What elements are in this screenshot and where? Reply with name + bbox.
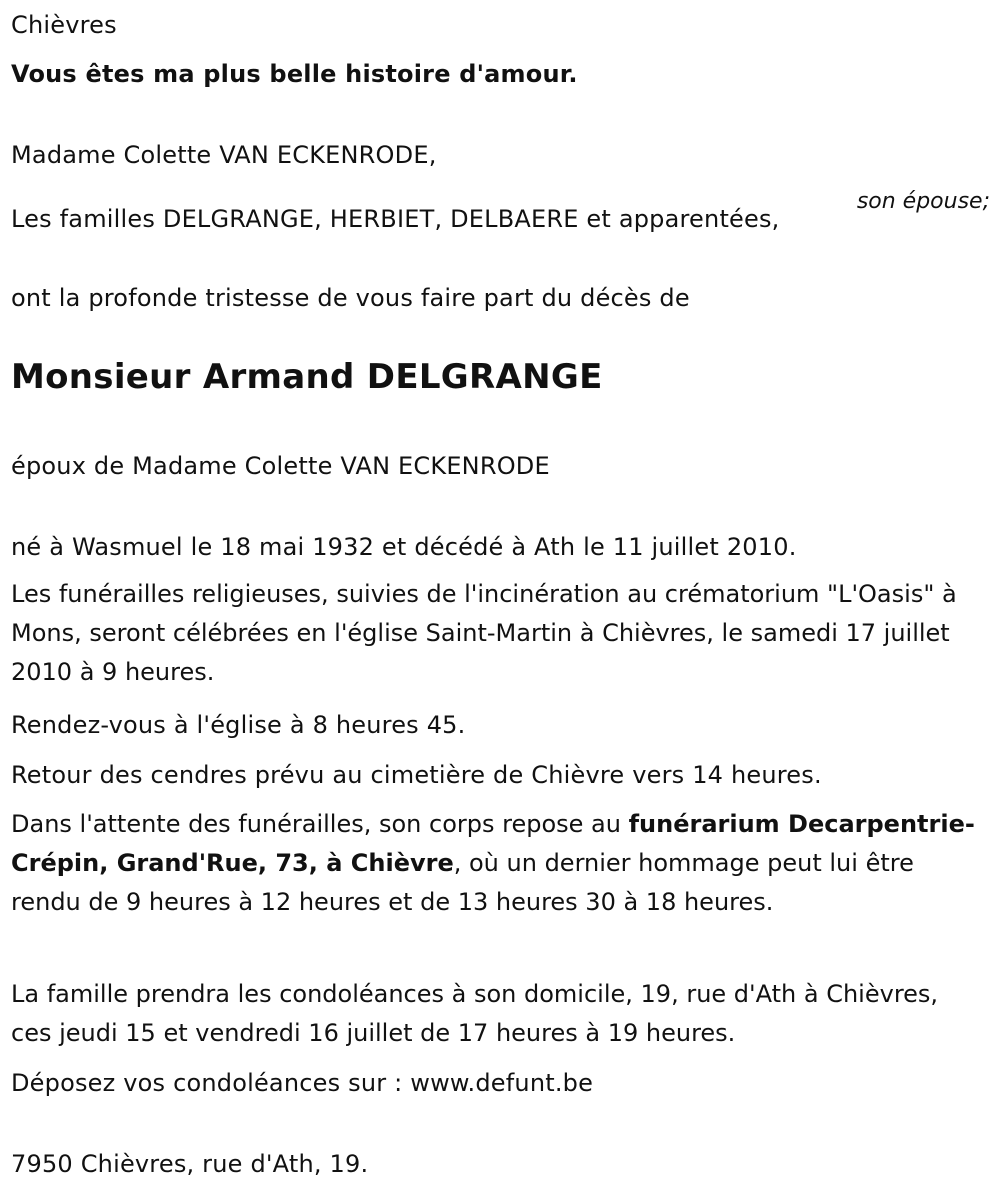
funerarium-address: funérarium Decarpentrie-Crépin, Grand'Rue, 73, à Chièvre: [11, 810, 975, 877]
families-list: Les familles DELGRANGE, HERBIET, DELBAERE et apparentées,: [11, 205, 780, 233]
condolences-text: La famille prendra les condoléances à son domicile, 19, rue d'Ath à Chièvres, ces jeudi 15 et vendredi 16 juillet de 17 heures à 19 heures.: [11, 980, 939, 1047]
ceremony-text: Les funérailles religieuses, suivies de l'incinération au crématorium "L'Oasis" à Mons, seront célébrées en l'église Saint-Martin à Chièvres, le samedi 17 juillet 2010 à 9 heures.: [11, 580, 957, 686]
online-condolences: Déposez vos condoléances sur : www.defunt.be: [11, 1069, 594, 1097]
city-heading: Chièvres: [11, 11, 117, 39]
rest-paragraph: [11, 805, 986, 922]
rest-outro: , où un dernier hommage peut lui être rendu de 9 heures à 12 heures et de 13 heures 30 à 18 heures.: [11, 849, 914, 916]
motto: Vous êtes ma plus belle histoire d'amour.: [11, 60, 578, 88]
meeting-text: Rendez-vous à l'église à 8 heures 45.: [11, 711, 466, 739]
spouse-role: son épouse;: [856, 189, 990, 214]
ashes-text: Retour des cendres prévu au cimetière de Chièvre vers 14 heures.: [11, 761, 822, 789]
deceased-name: Monsieur Armand DELGRANGE: [11, 357, 603, 397]
spouse-of-text: époux de Madame Colette VAN ECKENRODE: [11, 452, 550, 480]
birth-death-text: né à Wasmuel le 18 mai 1932 et décédé à Ath le 11 juillet 2010.: [11, 533, 797, 561]
rest-intro: Dans l'attente des funérailles, son corps repose au: [11, 810, 629, 838]
announcement-text: ont la profonde tristesse de vous faire part du décès de: [11, 284, 690, 312]
spouse-name: Madame Colette VAN ECKENRODE,: [11, 141, 437, 169]
home-address: 7950 Chièvres, rue d'Ath, 19.: [11, 1150, 369, 1178]
